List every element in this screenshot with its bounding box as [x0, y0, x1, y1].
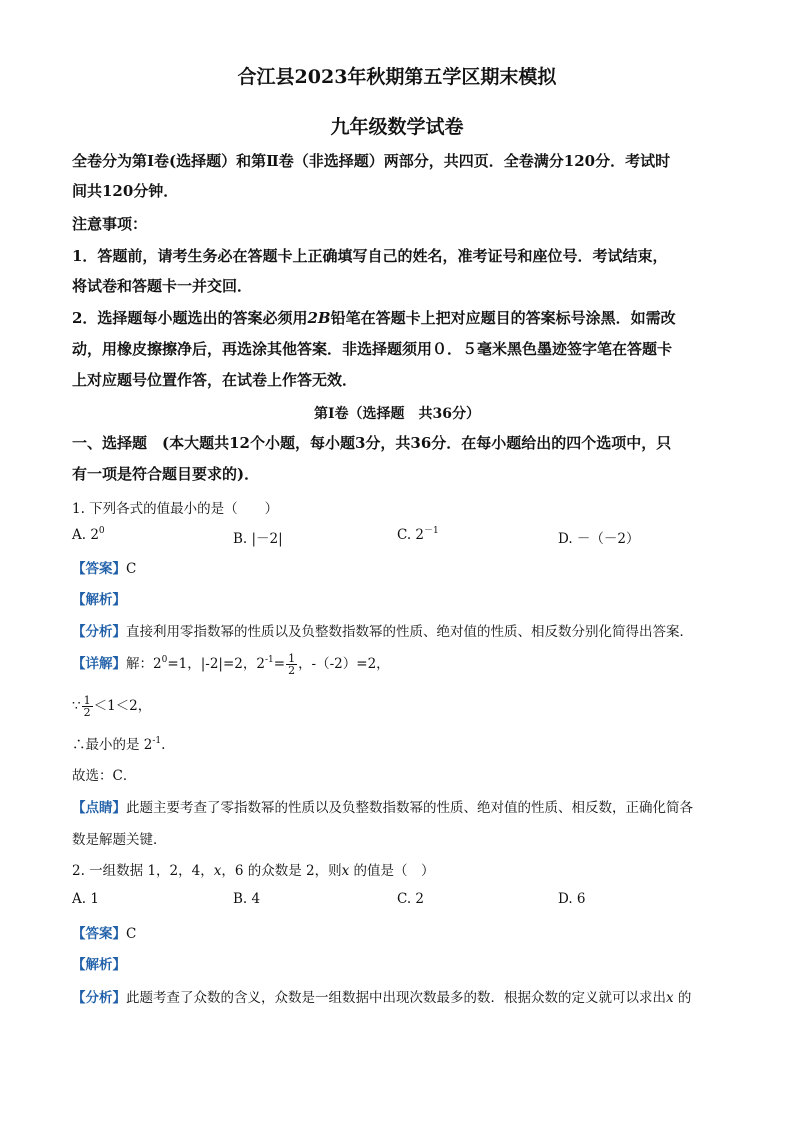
fraction-one-half: $\frac{1}{2}$	[288, 652, 296, 677]
q1-option-d: D. －（－2）	[558, 531, 640, 547]
intro-line-1: 全卷分为第Ⅰ卷(选择题）和第Ⅱ卷（非选择题）两部分，共四页．全卷满分120分．考试时	[72, 152, 671, 170]
q2-option-c: C. 2	[397, 891, 425, 907]
part-instructions-line-1: 一、选择题 (本大题共12个小题，每小题3分，共36分．在每小题给出的四个选项中，只	[72, 434, 672, 452]
q1-analysis-tag: 【解析】	[72, 592, 126, 608]
q1-fenxi: 【分析】直接利用零指数幂的性质以及负整数指数幂的性质、绝对值的性质、相反数分别化简得出答案．	[72, 624, 693, 640]
intro-line-2: 间共120分钟．	[72, 182, 179, 200]
q2-stem: 2. 一组数据 1，2，4，x，6 的众数是 2，则x 的值是（ ）	[72, 863, 435, 879]
part-instructions-line-2: 有一项是符合题目要求的)．	[72, 465, 260, 483]
q1-option-b: B. |－2|	[233, 531, 283, 547]
exam-subtitle: 九年级数学试卷	[330, 116, 464, 138]
q2-answer: 【答案】C	[72, 926, 137, 942]
q1-dianjing-line-1: 【点睛】此题主要考查了零指数幂的性质以及负整数指数幂的性质、绝对值的性质、相反数，正确化简各	[72, 800, 693, 816]
notice-item-2-line-2: 动，用橡皮擦擦净后，再选涂其他答案．非选择题须用０．５毫米黑色墨迹签字笔在答题卡	[72, 340, 673, 358]
q1-therefore-line: ∴最小的是 $2^{-1}$.	[72, 736, 166, 753]
q2-option-a: A. 1	[72, 891, 99, 907]
q1-option-a: A. $2^0$	[72, 526, 105, 543]
notice-item-1-line-1: 1．答题前，请考生务必在答题卡上正确填写自己的姓名，准考证号和座位号．考试结束，	[72, 247, 668, 265]
q1-xiangjie: 【详解】解：$2^0=1$，|-2|=2，$2^{-1}=$ $\frac{1}{2}$ ，-（-2）=2，	[72, 652, 390, 677]
q1-because-line: ∵ $\frac{1}{2}$ ＜1＜2，	[72, 694, 152, 719]
notice-item-2-line-1: 2．选择题每小题选出的答案必须用2B铅笔在答题卡上把对应题目的答案标号涂黑．如需改	[72, 309, 676, 327]
q1-choose: 故选：C．	[72, 768, 137, 784]
q2-analysis-tag: 【解析】	[72, 957, 126, 973]
notice-item-1-line-2: 将试卷和答题卡一并交回．	[72, 277, 253, 295]
notice-item-2-line-3: 上对应题号位置作答，在试卷上作答无效．	[72, 371, 358, 389]
q1-answer: 【答案】C	[72, 561, 137, 577]
q2-fenxi: 【分析】此题考查了众数的含义，众数是一组数据中出现次数最多的数．根据众数的定义就可以求出x 的	[72, 990, 692, 1006]
notice-heading: 注意事项：	[72, 215, 148, 233]
exam-title: 合江县2023年秋期第五学区期末模拟	[237, 66, 557, 88]
q2-option-d: D. 6	[558, 891, 586, 907]
section-heading: 第Ⅰ卷（选择题 共36分）	[313, 406, 481, 422]
q2-option-b: B. 4	[233, 891, 261, 907]
q1-option-c: C. $2^{-1}$	[397, 526, 439, 543]
fraction-one-half: $\frac{1}{2}$	[83, 694, 91, 719]
q1-dianjing-line-2: 数是解题关键．	[72, 832, 167, 848]
q1-stem: 1. 下列各式的值最小的是（ ）	[72, 501, 279, 517]
